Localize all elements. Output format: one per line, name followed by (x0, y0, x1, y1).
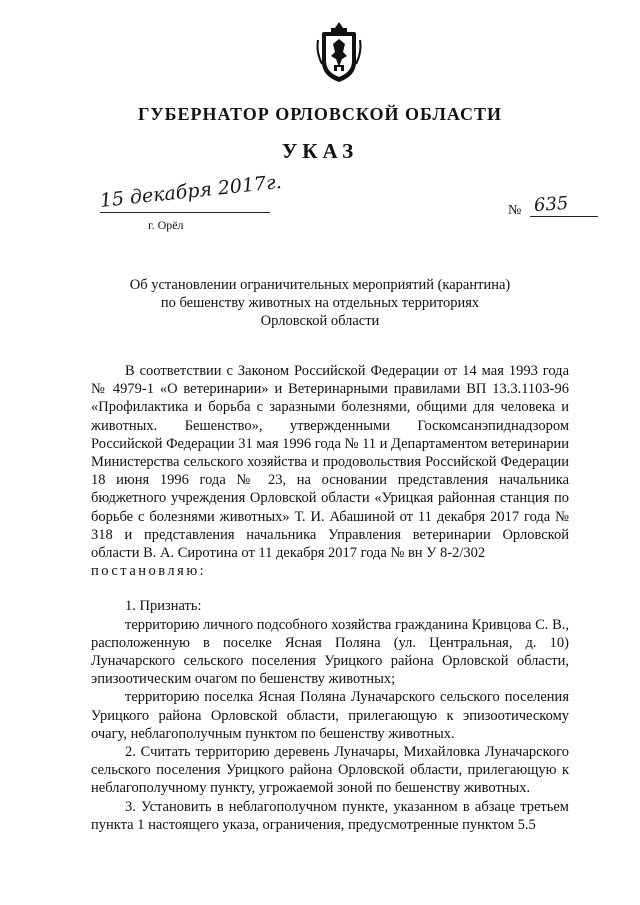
decree-word: постановляю: (91, 563, 207, 580)
clause-2-paragraph: 2. Считать территорию деревень Луначары, Михайловка Луначарского сельского поселения Урицкого района Орловской области, прилегающую к неблагополучному пункту, угрожаемой зоной по бешенству животных. (91, 744, 569, 797)
title-line: Орловской области (260, 313, 380, 329)
handwritten-number: 635 (533, 192, 570, 217)
preamble-paragraph: В соответствии с Законом Российской Федерации от 14 мая 1993 года № 4979-1 «О ветеринарии» и Ветеринарными правилами ВП 13.3.1103-96 «Профилактика и борьба с заразными болезнями, общими для человека и животных. Бешенство», утвержденными Госкомсанэпиднадзором Российской Федерации 31 мая 1996 года № 11 и Департаментом ветеринарии Министерства сельского хозяйства и продовольствия Российской Федерации 18 июня 1996 года № 23, на основании представления начальника бюджетного учреждения Орловской области «Урицкая районная станция по борьбе с болезнями животных» Т. И. Абашиной от 11 декабря 2017 года № 318 и представления начальника Управления ветеринарии Орловской области В. А. Сиротина от 11 декабря 2017 года № вн У 8-2/302 (91, 363, 569, 562)
title-line: Об установлении ограничительных мероприятий (карантина) (129, 277, 511, 293)
document-body (91, 362, 569, 834)
clause-1-paragraph-b: территорию поселка Ясная Поляна Луначарского сельского поселения Урицкого района Орловской области, прилегающую к эпизоотическому очагу, неблагополучным пунктом по бешенству животных. (91, 689, 569, 742)
number-label: № (508, 203, 522, 218)
clause-3-paragraph: 3. Установить в неблагополучном пункте, указанном в абзаце третьем пункта 1 настоящего указа, ограничения, предусмотренные пунктом 5.5 (91, 798, 569, 833)
document-title (110, 276, 530, 330)
number-underline (530, 216, 598, 217)
title-line: по бешенству животных на отдельных территориях (160, 295, 480, 311)
issue-city: г. Орёл (148, 218, 184, 232)
date-underline (100, 212, 270, 213)
issuing-authority: ГУБЕРНАТОР ОРЛОВСКОЙ ОБЛАСТИ (137, 104, 503, 124)
coat-of-arms-icon (314, 20, 364, 84)
handwritten-date: 15 декабря 2017г. (98, 170, 283, 212)
clause-1-paragraph-a: территорию личного подсобного хозяйства гражданина Кривцова С. В., расположенную в поселке Ясная Поляна (ул. Центральная, д. 10) Луначарского сельского поселения Урицкого района Орловской области, эпизоотическим очагом по бешенству животных; (91, 616, 569, 688)
document-type: УКАЗ (281, 139, 359, 163)
clause-1-heading: 1. Признать: (125, 598, 202, 615)
